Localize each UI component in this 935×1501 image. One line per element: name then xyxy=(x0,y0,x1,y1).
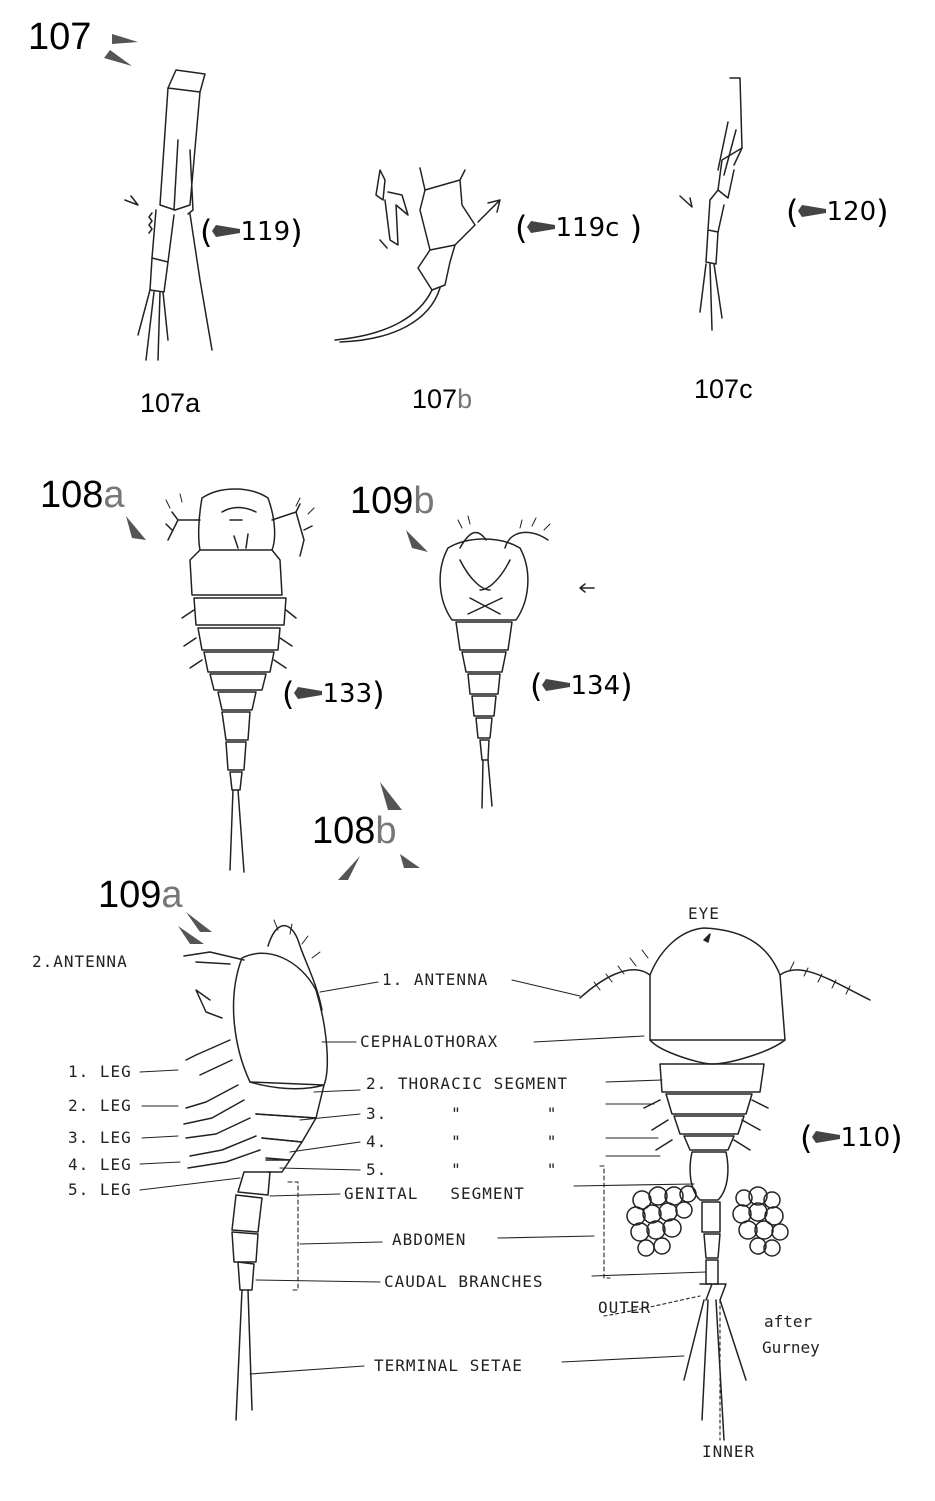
antenna-bristles xyxy=(166,494,850,994)
pointer-icon xyxy=(542,679,570,691)
drawing-109a xyxy=(184,926,327,1420)
drawing-107a xyxy=(125,70,212,360)
pointer-icon xyxy=(812,1131,840,1143)
label-5-leg: 5. LEG xyxy=(68,1180,132,1199)
credit-gurney: Gurney xyxy=(762,1338,820,1357)
ref-119[interactable]: ( 119) xyxy=(200,213,303,251)
credit-after: after xyxy=(764,1312,813,1331)
label-genital-segment: GENITAL SEGMENT xyxy=(344,1184,525,1203)
figure-107c-label: 107c xyxy=(694,374,753,404)
figure-108b-label: 108b xyxy=(312,810,397,852)
figure-109a-label: 109a xyxy=(98,874,183,916)
label-inner: INNER xyxy=(702,1442,756,1461)
label-3-thoracic-segment: 3. " " xyxy=(366,1104,558,1123)
label-2-leg: 2. LEG xyxy=(68,1096,132,1115)
label-caudal-branches: CAUDAL BRANCHES xyxy=(384,1272,544,1291)
drawing-107b xyxy=(335,168,500,342)
drawing-107c xyxy=(680,78,742,330)
figure-107-label: 107 xyxy=(28,16,92,58)
ref-119c[interactable]: ( 119c ) xyxy=(515,209,643,247)
label-2-antenna: 2.ANTENNA xyxy=(32,952,128,971)
ref-110[interactable]: ( 110) xyxy=(800,1119,903,1157)
drawing-108b xyxy=(580,928,870,1440)
pointer-icon xyxy=(212,225,240,237)
label-outer: OUTER xyxy=(598,1298,652,1317)
ref-120[interactable]: ( 120) xyxy=(786,193,889,231)
pointer-icon xyxy=(798,205,826,217)
label-4-leg: 4. LEG xyxy=(68,1155,132,1174)
label-abdomen: ABDOMEN xyxy=(392,1230,467,1249)
label-5-thoracic-segment: 5. " " xyxy=(366,1160,558,1179)
label-2-thoracic-segment: 2. THORACIC SEGMENT xyxy=(366,1074,569,1093)
label-terminal-setae: TERMINAL SETAE xyxy=(374,1356,523,1375)
figure-108a-label: 108a xyxy=(40,474,125,516)
label-3-leg: 3. LEG xyxy=(68,1128,132,1147)
pointer-icon xyxy=(527,221,555,233)
egg-sacs xyxy=(627,1186,788,1256)
label-cephalothorax: CEPHALOTHORAX xyxy=(360,1032,499,1051)
ref-133[interactable]: ( 133) xyxy=(282,675,385,713)
figure-109b-label: 109b xyxy=(350,480,435,522)
label-1-leg: 1. LEG xyxy=(68,1062,132,1081)
figure-107b-label: 107b xyxy=(412,384,473,414)
label-1-antenna: 1. ANTENNA xyxy=(382,970,489,989)
pointer-icon xyxy=(294,687,322,699)
figure-107a-label: 107a xyxy=(140,388,201,418)
ref-134[interactable]: ( 134) xyxy=(530,667,633,705)
label-4-thoracic-segment: 4. " " xyxy=(366,1132,558,1151)
label-eye: EYE xyxy=(688,904,720,923)
